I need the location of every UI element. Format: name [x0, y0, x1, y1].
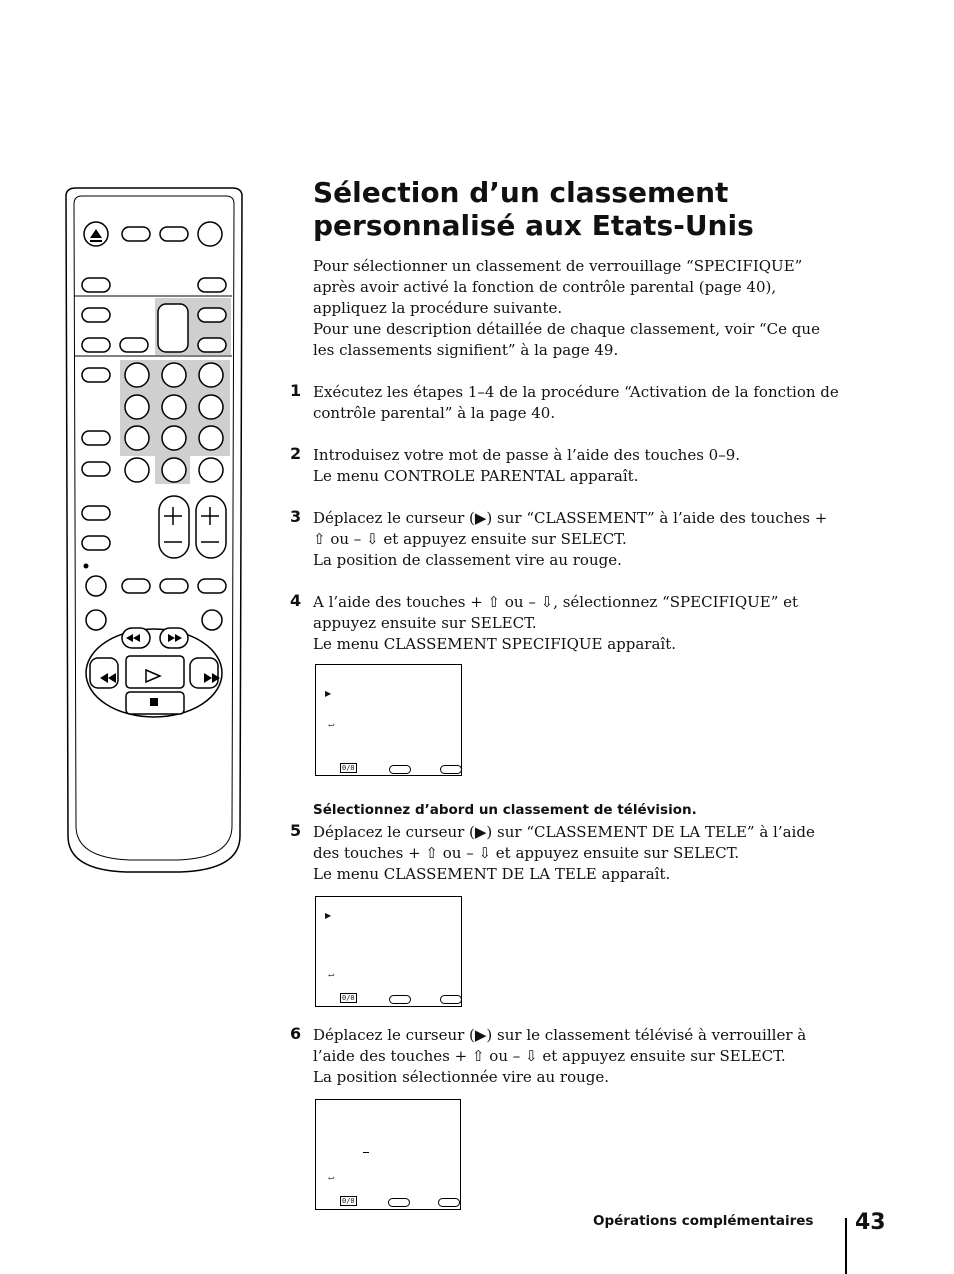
screen-badge: 0/0 [342, 1197, 355, 1205]
return-icon: ↩ [328, 721, 335, 730]
step-result: La position de classement vire au rouge. [313, 551, 622, 569]
screen-button-icon [440, 765, 462, 774]
section-label: Opérations complémentaires [593, 1213, 814, 1229]
tv-screen-menu [315, 896, 462, 1007]
screen-button-icon [438, 1198, 460, 1207]
step-result: Le menu CONTROLE PARENTAL apparaît. [313, 467, 639, 485]
step-1 [290, 381, 843, 424]
return-icon: ↩ [328, 1174, 335, 1183]
intro-text [313, 256, 843, 361]
footer-divider [845, 1218, 847, 1274]
step-result: La position sélectionnée vire au rouge. [313, 1068, 610, 1086]
step-text: Déplacez le curseur (▶) sur le classement télévisé à verrouiller à l’aide des touches + ⇧ ou – ⇩ et appuyez ensuite sur SELECT. [313, 1026, 807, 1065]
step-text: A l’aide des touches + ⇧ ou – ⇩, sélectionnez “SPECIFIQUE” et appuyez ensuite sur SELECT. [313, 593, 799, 632]
return-icon: ↩ [328, 971, 335, 980]
screen-button-icon [389, 765, 411, 774]
screen-button-icon [389, 995, 411, 1004]
page-title: Sélection d’un classement personnalisé aux Etats-Unis [313, 176, 754, 242]
step-3 [290, 507, 843, 571]
step-number: 2 [290, 444, 302, 463]
step-4 [290, 591, 843, 655]
remote-control-illustration [60, 186, 250, 876]
step-text: Exécutez les étapes 1–4 de la procédure “Activation de la fonction de contrôle parental” à la page 40. [313, 383, 839, 422]
selection-mark [363, 1152, 369, 1153]
step-number: 6 [290, 1024, 302, 1043]
step-text: Déplacez le curseur (▶) sur “CLASSEMENT DE LA TELE” à l’aide des touches + ⇧ ou – ⇩ et appuyez ensuite sur SELECT. [313, 823, 815, 862]
cursor-arrow-icon: ▶ [325, 911, 332, 920]
step-6 [290, 1024, 843, 1088]
page-number: 43 [855, 1210, 886, 1235]
step-text: Déplacez le curseur (▶) sur “CLASSEMENT” à l’aide des touches + ⇧ ou – ⇩ et appuyez ensuite sur SELECT. [313, 509, 828, 548]
step-5 [290, 821, 843, 885]
screen-badge: 0/0 [342, 994, 355, 1002]
tv-screen-menu [315, 1099, 461, 1210]
intro-paragraph: Pour une description détaillée de chaque classement, voir “Ce que les classements signifient” à la page 49. [313, 320, 820, 359]
step-number: 1 [290, 381, 302, 400]
cursor-arrow-icon: ▶ [325, 689, 332, 698]
screen-badge: 0/0 [342, 764, 355, 772]
note-heading: Sélectionnez d’abord un classement de télévision. [313, 802, 697, 818]
step-number: 5 [290, 821, 302, 840]
screen-button-icon [388, 1198, 410, 1207]
step-number: 3 [290, 507, 302, 526]
step-result: Le menu CLASSEMENT SPECIFIQUE apparaît. [313, 635, 677, 653]
intro-paragraph: Pour sélectionner un classement de verrouillage “SPECIFIQUE” après avoir activé la fonction de contrôle parental (page 40), appliquez la procédure suivante. [313, 257, 803, 317]
tv-screen-menu [315, 664, 462, 776]
step-2 [290, 444, 843, 487]
screen-button-icon [440, 995, 462, 1004]
step-result: Le menu CLASSEMENT DE LA TELE apparaît. [313, 865, 671, 883]
step-text: Introduisez votre mot de passe à l’aide des touches 0–9. [313, 446, 741, 464]
step-number: 4 [290, 591, 302, 610]
